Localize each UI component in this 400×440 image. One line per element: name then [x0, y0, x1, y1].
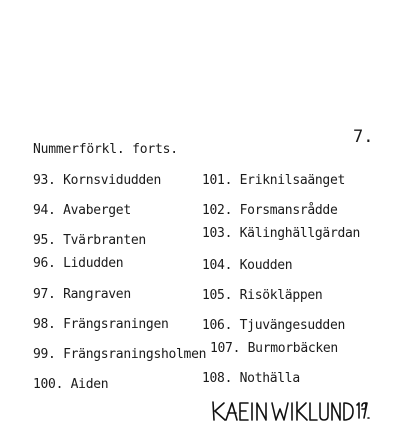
- item-number: 105.: [202, 288, 233, 303]
- item-name: Kornsvidudden: [63, 173, 161, 188]
- item-number: 97.: [33, 287, 56, 302]
- item-name: Avaberget: [63, 203, 131, 218]
- item-number: 93.: [33, 173, 56, 188]
- list-item: [33, 377, 108, 392]
- item-name: Risökläppen: [239, 288, 323, 303]
- item-name: Frängsraningsholmen: [63, 347, 207, 362]
- item-number: 107.: [210, 341, 241, 356]
- item-name: Eriknilsaänget: [239, 173, 346, 188]
- list-item: [33, 203, 131, 218]
- item-name: Rangraven: [63, 287, 131, 302]
- list-item: [33, 317, 169, 332]
- list-item: [202, 173, 345, 188]
- section-header: Nummerförkl. forts.: [33, 142, 178, 157]
- list-item: [33, 233, 146, 248]
- item-name: Lidudden: [63, 256, 124, 271]
- item-number: 98.: [33, 317, 56, 332]
- list-item: [202, 203, 338, 218]
- item-number: 99.: [33, 347, 56, 362]
- list-item: [202, 371, 300, 386]
- item-number: 106.: [202, 318, 233, 333]
- item-number: 104.: [202, 258, 233, 273]
- item-name: Forsmansrådde: [239, 203, 338, 218]
- list-item: [33, 256, 123, 271]
- list-item: [210, 341, 338, 356]
- item-name: Nothälla: [239, 371, 300, 386]
- page-number: 7.: [353, 127, 374, 147]
- item-number: 108.: [202, 371, 233, 386]
- list-item: [33, 347, 206, 362]
- list-item: [202, 226, 360, 241]
- item-name: Tvärbranten: [63, 233, 146, 248]
- item-number: 103.: [202, 226, 233, 241]
- item-name: Frängsraningen: [63, 317, 169, 332]
- item-number: 101.: [202, 173, 233, 188]
- item-name: Kälinghällgärdan: [239, 226, 361, 241]
- item-name: Koudden: [239, 258, 293, 273]
- list-item: [202, 258, 292, 273]
- item-number: 96.: [33, 256, 56, 271]
- item-number: 94.: [33, 203, 56, 218]
- list-item: [202, 288, 322, 303]
- item-number: 95.: [33, 233, 56, 248]
- item-number: 100.: [33, 377, 64, 392]
- item-number: 102.: [202, 203, 233, 218]
- item-name: Tjuvängesudden: [239, 318, 346, 333]
- handwritten-signature: [210, 398, 370, 424]
- list-item: [33, 173, 161, 188]
- item-name: Aiden: [70, 377, 109, 392]
- list-item: [202, 318, 345, 333]
- list-item: [33, 287, 131, 302]
- item-name: Burmorbäcken: [247, 341, 338, 356]
